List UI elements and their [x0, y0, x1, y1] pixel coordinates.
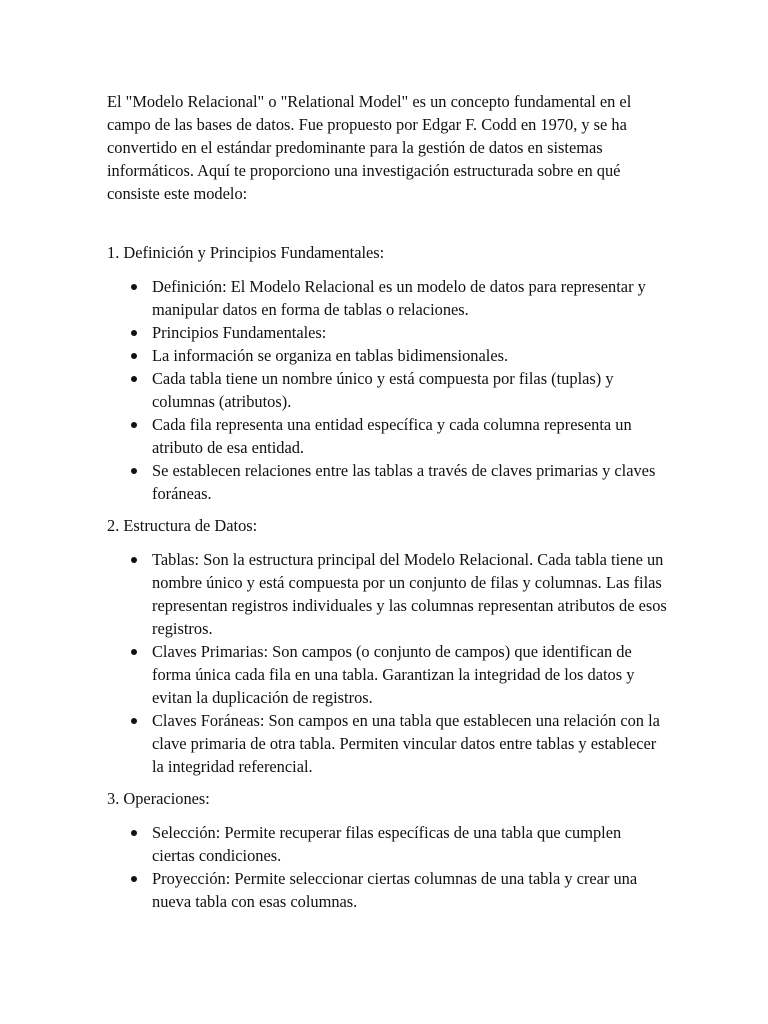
- section-heading-estructura: 2. Estructura de Datos:: [107, 516, 258, 535]
- bullet-icon: [131, 353, 137, 359]
- list-item-text: Tablas: Son la estructura principal del Modelo Relacional. Cada tabla tiene un nombre único y está compuesta por un conjunto de filas y columnas. Las filas representan registros individuales y las columnas representan atributos de esos registros.: [152, 550, 667, 638]
- section-heading-definicion: 1. Definición y Principios Fundamentales:: [107, 243, 385, 262]
- bullet-icon: [131, 876, 137, 882]
- bullet-icon: [131, 557, 137, 563]
- bullet-icon: [131, 284, 137, 290]
- list-item: [107, 275, 667, 321]
- bullet-icon: [131, 422, 137, 428]
- list-item: [107, 344, 667, 367]
- list-item: [107, 413, 667, 459]
- section-list-operaciones: [107, 821, 667, 913]
- list-item: [107, 548, 667, 640]
- list-item: [107, 709, 667, 778]
- list-item-text: La información se organiza en tablas bidimensionales.: [152, 346, 509, 365]
- list-item: [107, 867, 667, 913]
- list-item-text: Definición: El Modelo Relacional es un modelo de datos para representar y manipular datos en forma de tablas o relaciones.: [152, 277, 646, 319]
- list-item: [107, 821, 667, 867]
- list-item-text: Claves Foráneas: Son campos en una tabla que establecen una relación con la clave primaria de otra tabla. Permiten vincular datos entre tablas y establecer la integridad referencial.: [152, 711, 660, 776]
- bullet-icon: [131, 718, 137, 724]
- list-item: [107, 321, 667, 344]
- list-item-text: Se establecen relaciones entre las tablas a través de claves primarias y claves foráneas.: [152, 461, 656, 503]
- list-item-text: Cada tabla tiene un nombre único y está compuesta por filas (tuplas) y columnas (atributos).: [152, 369, 614, 411]
- list-item: [107, 459, 667, 505]
- bullet-icon: [131, 649, 137, 655]
- bullet-icon: [131, 376, 137, 382]
- bullet-icon: [131, 468, 137, 474]
- list-item-text: Principios Fundamentales:: [152, 323, 327, 342]
- bullet-icon: [131, 830, 137, 836]
- document-page: [107, 90, 667, 913]
- list-item-text: Cada fila representa una entidad específica y cada columna representa un atributo de esa entidad.: [152, 415, 632, 457]
- section-list-estructura: [107, 548, 667, 778]
- intro-paragraph: El "Modelo Relacional" o "Relational Model" es un concepto fundamental en el campo de las bases de datos. Fue propuesto por Edgar F. Codd en 1970, y se ha convertido en el estándar predominante para la gestión de datos en sistemas informáticos. Aquí te proporciono una investigación estructurada sobre en qué consiste este modelo:: [107, 92, 632, 203]
- list-item: [107, 367, 667, 413]
- list-item-text: Claves Primarias: Son campos (o conjunto de campos) que identifican de forma única cada fila en una tabla. Garantizan la integridad de los datos y evitan la duplicación de registros.: [152, 642, 635, 707]
- list-item-text: Proyección: Permite seleccionar ciertas columnas de una tabla y crear una nueva tabla con esas columnas.: [152, 869, 638, 911]
- list-item-text: Selección: Permite recuperar filas específicas de una tabla que cumplen ciertas condiciones.: [152, 823, 622, 865]
- list-item: [107, 640, 667, 709]
- section-list-definicion: [107, 275, 667, 505]
- bullet-icon: [131, 330, 137, 336]
- section-heading-operaciones: 3. Operaciones:: [107, 789, 210, 808]
